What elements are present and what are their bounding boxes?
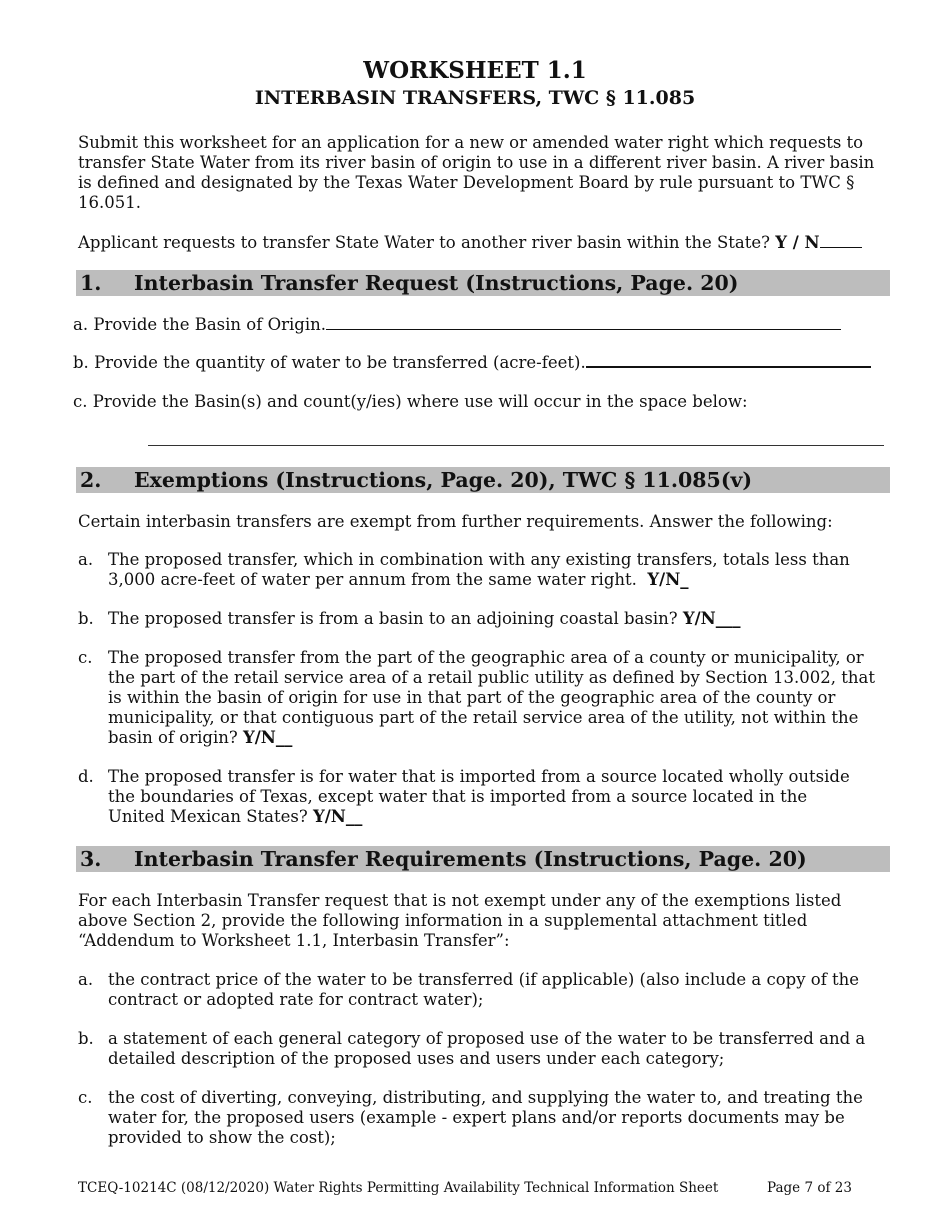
section-2-number: 2. [80, 468, 102, 492]
exemptions-intro: Certain interbasin transfers are exempt from further requirements. Answer the following: [78, 512, 833, 531]
exemption-d-answer[interactable]: Y/N__ [312, 807, 363, 826]
section-3-header [76, 846, 890, 872]
section-2-header [76, 467, 890, 493]
item-letter: a. [78, 550, 94, 569]
requirements-intro: For each Interbasin Transfer request that is not exempt under any of the exemptions listed above Section 2, provide the following information in a supplemental attachment titled “Addendum to Worksheet 1.1, Interbasin Transfer”: [78, 891, 842, 950]
exemption-a-answer[interactable]: Y/N_ [647, 570, 689, 589]
transfer-yn-blank[interactable] [820, 234, 862, 248]
basin-origin-label: Provide the Basin of Origin. [93, 315, 326, 334]
item-letter: c. [78, 648, 93, 667]
basin-county-field[interactable] [148, 445, 884, 446]
footer-page-number: Page 7 of 23 [767, 1180, 852, 1196]
section-1-title: Interbasin Transfer Request (Instructions, Page. 20) [134, 271, 739, 295]
basin-origin-question [73, 315, 841, 335]
intro-paragraph: Submit this worksheet for an application for a new or amended water right which requests to transfer State Water from its river basin of origin to use in a different river basin. A river basin is defined and designated by the Texas Water Development Board by rule pursuant to TWC § 16.051. [78, 133, 875, 212]
exemption-b-answer[interactable]: Y/N___ [682, 609, 741, 628]
exemption-text: The proposed transfer is from a basin to an adjoining coastal basin? [108, 609, 678, 628]
quantity-question [73, 353, 871, 373]
section-1-header [76, 270, 890, 296]
section-3-number: 3. [80, 847, 102, 871]
exemption-c-answer[interactable]: Y/N__ [242, 728, 293, 747]
item-letter: a. [78, 970, 94, 989]
item-letter: b. [78, 1029, 94, 1048]
exemption-text: The proposed transfer is for water that is imported from a source located wholly outside the boundaries of Texas, except water that is imported from a source located in the United Mexican States? [108, 767, 850, 826]
worksheet-title: WORKSHEET 1.1 [363, 57, 587, 84]
footer-form-id: TCEQ-10214C (08/12/2020) Water Rights Permitting Availability Technical Information Sheet [78, 1180, 719, 1196]
item-letter: b. [73, 353, 89, 372]
basin-county-label: Provide the Basin(s) and count(y/ies) where use will occur in the space below: [92, 392, 748, 411]
quantity-field[interactable] [586, 354, 871, 368]
item-letter: a. [73, 315, 89, 334]
requirement-text: the cost of diverting, conveying, distributing, and supplying the water to, and treating the water for, the proposed users (example - expert plans and/or reports documents may be provided to show the cost); [108, 1088, 863, 1147]
transfer-question [78, 233, 888, 253]
worksheet-subtitle: INTERBASIN TRANSFERS, TWC § 11.085 [254, 87, 696, 109]
exemption-text: The proposed transfer from the part of the geographic area of a county or municipality, or the part of the retail service area of a retail public utility as defined by Section 13.002, that is within the basin of origin for use in that part of the geographic area of the county or municipality, or that contiguous part of the retail service area of the utility, not within the basin of origin? [108, 648, 875, 747]
item-letter: c. [78, 1088, 93, 1107]
transfer-question-text: Applicant requests to transfer State Water to another river basin within the State? [78, 233, 771, 252]
basin-county-question [73, 392, 748, 412]
transfer-yn-label: Y / N [775, 233, 820, 252]
basin-origin-field[interactable] [326, 316, 841, 330]
quantity-label: Provide the quantity of water to be transferred (acre-feet). [94, 353, 586, 372]
section-3-title: Interbasin Transfer Requirements (Instructions, Page. 20) [134, 847, 807, 871]
requirement-text: a statement of each general category of proposed use of the water to be transferred and a detailed description of the proposed uses and users under each category; [108, 1029, 866, 1068]
requirement-text: the contract price of the water to be transferred (if applicable) (also include a copy of the contract or adopted rate for contract water); [108, 970, 860, 1009]
item-letter: c. [73, 392, 88, 411]
exemption-text: The proposed transfer, which in combination with any existing transfers, totals less than 3,000 acre-feet of water per annum from the same water right. [108, 550, 850, 589]
section-1-number: 1. [80, 271, 102, 295]
item-letter: b. [78, 609, 94, 628]
item-letter: d. [78, 767, 94, 786]
section-2-title: Exemptions (Instructions, Page. 20), TWC § 11.085(v) [134, 468, 753, 492]
